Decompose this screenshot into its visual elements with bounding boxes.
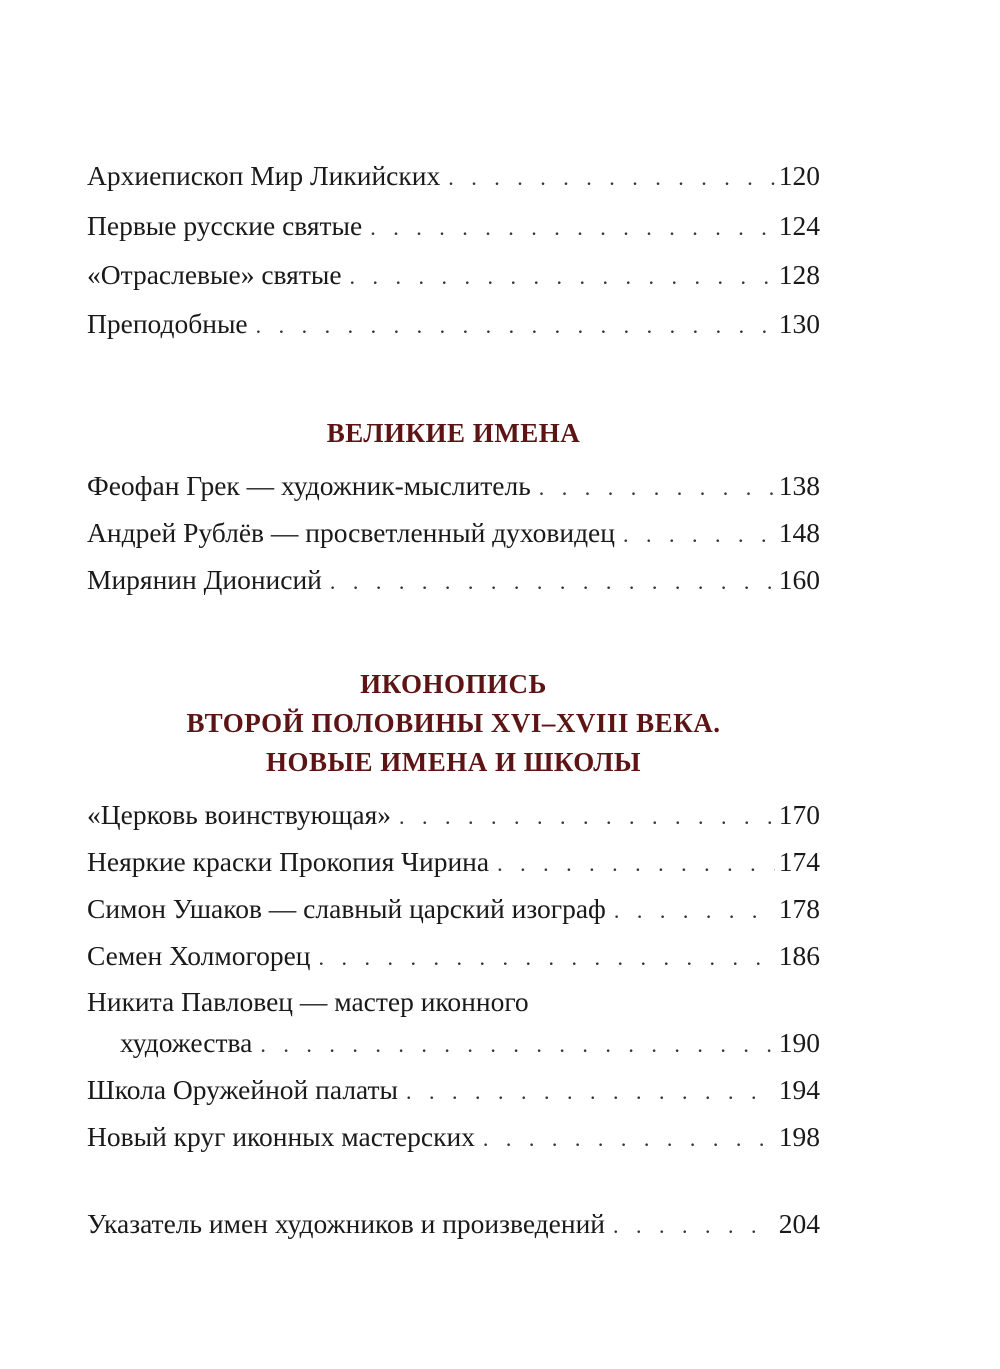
toc-entry-page: 198 (778, 1121, 820, 1152)
dot-leader (614, 891, 775, 931)
dot-leader (260, 1025, 774, 1065)
toc-entry[interactable] (87, 842, 820, 882)
toc-entry-title: Симон Ушаков — славный царский изограф (87, 893, 606, 924)
toc-entry-title: Указатель имен художников и произведений (87, 1208, 606, 1239)
toc-entry[interactable] (87, 1070, 820, 1110)
toc-entry[interactable] (87, 795, 820, 835)
dot-leader (623, 515, 775, 555)
toc-entry-title-line1[interactable]: Никита Павловец — мастер иконного (87, 986, 529, 1017)
toc-entry-title: Семен Холмогорец (87, 940, 311, 971)
toc-entry-page: 194 (778, 1074, 820, 1105)
toc-entry-page: 190 (778, 1027, 820, 1058)
toc-entry[interactable] (87, 1117, 820, 1157)
toc-entry[interactable] (87, 206, 820, 246)
toc-entry-page: 130 (778, 308, 820, 339)
toc-entry[interactable] (87, 560, 820, 600)
toc-entry[interactable] (87, 255, 820, 295)
dot-leader (350, 257, 775, 297)
toc-entry-page: 170 (778, 799, 820, 830)
toc-entry[interactable] (87, 936, 820, 976)
dot-leader (613, 1206, 775, 1246)
toc-entry[interactable] (87, 304, 820, 344)
toc-entry-title: Преподобные (87, 308, 248, 339)
section-heading: ВЕЛИКИЕ ИМЕНА (326, 418, 581, 448)
dot-leader (319, 938, 775, 978)
dot-leader (483, 1119, 775, 1159)
dot-leader (256, 306, 775, 346)
toc-entry-title: Феофан Грек — художник-мыслитель (87, 470, 531, 501)
dot-leader (448, 158, 775, 198)
toc-entry-page: 178 (778, 893, 820, 924)
toc-entry[interactable] (87, 466, 820, 506)
toc-entry-page: 160 (778, 564, 820, 595)
dot-leader (497, 844, 775, 884)
toc-entry-title-line2: художества (120, 1027, 253, 1058)
dot-leader (406, 1072, 775, 1112)
toc-entry[interactable] (120, 1023, 820, 1063)
toc-entry-page: 148 (778, 517, 820, 548)
section-heading-line: ИКОНОПИСЬ (360, 669, 547, 699)
toc-entry-page: 138 (778, 470, 820, 501)
toc-entry-page: 120 (778, 160, 820, 191)
toc-entry-title: Первые русские святые (87, 210, 363, 241)
dot-leader (370, 208, 775, 248)
toc-entry-title: Архиепископ Мир Ликийских (87, 160, 441, 191)
toc-entry-title: Новый круг иконных мастерских (87, 1121, 475, 1152)
toc-entry-title: Школа Оружейной палаты (87, 1074, 399, 1105)
toc-entry-page: 124 (778, 210, 820, 241)
section-heading-line: ВТОРОЙ ПОЛОВИНЫ XVI–XVIII ВЕКА. (186, 708, 721, 738)
toc-entry-title: Мирянин Дионисий (87, 564, 322, 595)
toc-entry-page: 174 (778, 846, 820, 877)
toc-entry-title: Андрей Рублёв — просветленный духовидец (87, 517, 615, 548)
toc-entry-title: «Отраслевые» святые (87, 259, 342, 290)
toc-entry-page: 186 (778, 940, 820, 971)
dot-leader (399, 797, 775, 837)
toc-entry-title: Неяркие краски Прокопия Чирина (87, 846, 490, 877)
toc-entry-title: «Церковь воинствующая» (87, 799, 392, 830)
toc-entry[interactable] (87, 513, 820, 553)
dot-leader (539, 468, 775, 508)
toc-entry-page: 128 (778, 259, 820, 290)
toc-entry[interactable] (87, 889, 820, 929)
section-heading-line: НОВЫЕ ИМЕНА И ШКОЛЫ (265, 747, 642, 777)
dot-leader (330, 562, 775, 602)
toc-entry-index[interactable] (87, 1204, 820, 1244)
toc-entry-page: 204 (778, 1208, 820, 1239)
toc-entry[interactable] (87, 156, 820, 196)
